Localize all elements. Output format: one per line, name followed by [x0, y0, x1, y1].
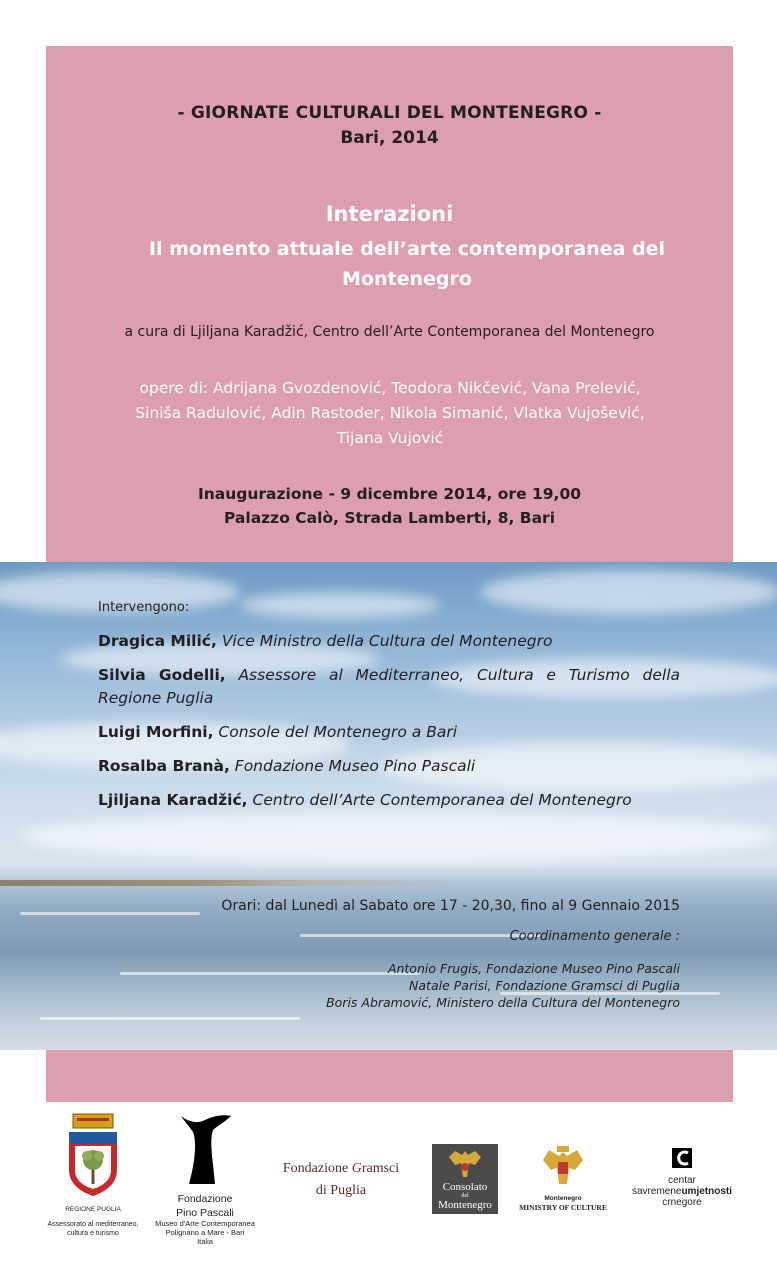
artists-line-3: Tijana Vujović — [336, 429, 444, 447]
exhibition-title: Interazioni — [325, 202, 454, 226]
whale-tail-icon — [175, 1112, 235, 1186]
centar-c-icon — [668, 1146, 696, 1170]
fondazione-gramsci-logo — [266, 1158, 416, 1202]
regione-puglia-name: REGIONE PUGLIA — [65, 1206, 121, 1213]
speaker-item — [98, 755, 680, 778]
speakers-list — [98, 630, 680, 823]
consolato-text: Consolato del Montenegro — [438, 1181, 492, 1211]
ministry-culture-logo — [514, 1144, 612, 1212]
centar-savremene-umjetnosti-logo — [624, 1146, 740, 1208]
coordinator-item: Antonio Frugis, Fondazione Museo Pino Pascali — [387, 961, 680, 976]
pascali-line-5: Italia — [197, 1237, 213, 1246]
regione-puglia-caption-2: cultura e turismo — [67, 1230, 119, 1237]
gramsci-line-1: Fondazione Gramsci — [282, 1161, 400, 1176]
pascali-line-4: Polignano a Mare - Bari — [165, 1228, 245, 1237]
speaker-name: Rosalba Branà, — [98, 757, 230, 775]
opening-date: Inaugurazione - 9 dicembre 2014, ore 19,00 — [197, 485, 582, 503]
coordination-label: Coordinamento generale : — [509, 929, 680, 944]
regione-puglia-caption-1: Assessorato al mediterraneo, — [47, 1221, 139, 1228]
montenegro-coat-of-arms-icon — [541, 1144, 585, 1188]
centar-line-1: centar — [668, 1175, 696, 1186]
regione-puglia-emblem-icon — [65, 1112, 121, 1198]
speakers-label: Intervengono: — [98, 600, 190, 615]
festival-year: Bari, 2014 — [340, 128, 439, 148]
artists-list — [100, 376, 680, 451]
pascali-line-3: Museo d'Arte Contemporanea — [155, 1219, 255, 1228]
opening-hours: Orari: dal Lunedì al Sabato ore 17 - 20,30, fino al 9 Gennaio 2015 — [221, 898, 680, 914]
gramsci-line-2: di Puglia — [315, 1183, 367, 1198]
speaker-role: Vice Ministro della Cultura del Montenegro — [221, 632, 553, 650]
exhibition-subtitle-line-1: Il momento attuale dell’arte contemporanea del — [148, 238, 666, 260]
speaker-name: Silvia Godelli, — [98, 666, 226, 684]
speaker-item — [98, 630, 680, 653]
ministry-name: MINISTRY OF CULTURE — [519, 1203, 607, 1212]
opening-info — [46, 482, 733, 530]
exhibition-subtitle-line-2: Montenegro — [342, 268, 472, 290]
speaker-item — [98, 664, 680, 710]
opening-venue: Palazzo Calò, Strada Lamberti, 8, Bari — [223, 509, 556, 527]
speaker-role: Console del Montenegro a Bari — [218, 723, 457, 741]
festival-header — [46, 100, 733, 150]
pascali-name-1: Fondazione — [177, 1193, 233, 1205]
centar-line-2: savremeneumjetnosti — [631, 1186, 733, 1197]
speaker-role: Fondazione Museo Pino Pascali — [234, 757, 476, 775]
coordinator-item: Boris Abramović, Ministero della Cultura del Montenegro — [326, 995, 680, 1010]
pascali-name-2: Pino Pascali — [176, 1207, 234, 1219]
exhibition-subtitle — [117, 234, 697, 294]
speaker-item — [98, 721, 680, 744]
centar-line-3: crnegore — [662, 1197, 702, 1208]
consolato-montenegro-logo — [432, 1144, 498, 1214]
festival-title: - GIORNATE CULTURALI DEL MONTENEGRO - — [177, 103, 602, 123]
speaker-name: Ljiljana Karadžić, — [98, 791, 248, 809]
speaker-name: Dragica Milić, — [98, 632, 217, 650]
coordinators-list — [98, 960, 680, 1011]
fondazione-pascali-logo — [146, 1112, 264, 1246]
speaker-role: Centro dell’Arte Contemporanea del Montenegro — [252, 791, 632, 809]
coordinator-item: Natale Parisi, Fondazione Gramsci di Puglia — [409, 978, 680, 993]
curator-credit: a cura di Ljiljana Karadžić, Centro dell’Arte Contemporanea del Montenegro — [124, 324, 655, 340]
montenegro-eagle-icon — [445, 1147, 485, 1183]
artists-line-2: Siniša Radulović, Adin Rastoder, Nikola Simanić, Vlatka Vujošević, — [135, 404, 645, 422]
speaker-name: Luigi Morfini, — [98, 723, 214, 741]
speaker-item — [98, 789, 680, 812]
regione-puglia-logo — [40, 1112, 146, 1238]
speaker-role: Assessore al Mediterraneo, Cultura e Turismo della Regione Puglia — [98, 666, 680, 707]
artists-line-1: opere di: Adrijana Gvozdenović, Teodora Nikčević, Vana Prelević, — [139, 379, 641, 397]
ministry-country: Montenegro — [544, 1195, 582, 1202]
